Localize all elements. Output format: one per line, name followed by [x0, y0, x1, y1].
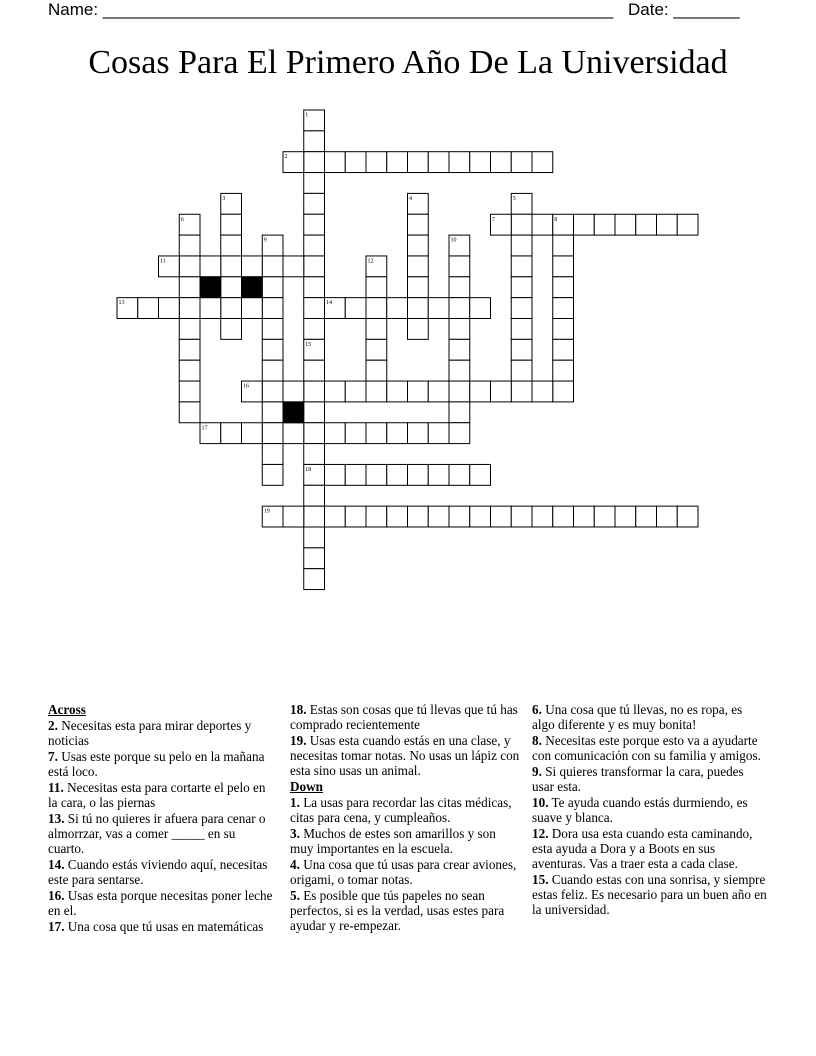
grid-cell[interactable]	[449, 423, 470, 444]
grid-cell[interactable]	[511, 339, 532, 360]
clue-number-3: 3	[222, 195, 226, 202]
grid-cell[interactable]	[304, 193, 325, 214]
clue-number-19: 19	[263, 508, 270, 515]
clue-number-8: 8	[554, 216, 558, 223]
grid-cell[interactable]	[179, 381, 200, 402]
grid-cell[interactable]	[366, 277, 387, 298]
grid-cell[interactable]	[511, 298, 532, 319]
grid-cell[interactable]	[553, 298, 574, 319]
grid-cell[interactable]	[304, 569, 325, 590]
grid-cell[interactable]	[553, 256, 574, 277]
grid-cell[interactable]	[408, 277, 429, 298]
grid-cell[interactable]	[553, 319, 574, 340]
grid-cell[interactable]	[304, 444, 325, 465]
grid-cell[interactable]	[553, 277, 574, 298]
grid-cell[interactable]	[428, 506, 449, 527]
grid-cell[interactable]	[511, 360, 532, 381]
grid-cell[interactable]	[242, 423, 263, 444]
grid-cell[interactable]	[283, 423, 304, 444]
grid-cell[interactable]	[387, 464, 408, 485]
grid-cell[interactable]	[366, 339, 387, 360]
grid-cell[interactable]	[159, 298, 180, 319]
grid-cell[interactable]	[304, 319, 325, 340]
grid-cell[interactable]	[574, 506, 595, 527]
clue-number-2: 2	[284, 154, 288, 161]
grid-cell[interactable]	[304, 298, 325, 319]
grid-cell[interactable]	[179, 319, 200, 340]
grid-cell[interactable]	[304, 402, 325, 423]
grid-cell[interactable]	[262, 360, 283, 381]
grid-cell[interactable]	[325, 381, 346, 402]
grid-cell[interactable]	[511, 235, 532, 256]
grid-cell[interactable]	[574, 214, 595, 235]
grid-cell[interactable]	[449, 360, 470, 381]
grid-cell[interactable]	[532, 214, 553, 235]
grid-cell[interactable]	[408, 464, 429, 485]
grid-cell[interactable]	[325, 152, 346, 173]
clue-column-1	[48, 702, 274, 935]
grid-cell[interactable]	[449, 319, 470, 340]
clue-number-4: 4	[409, 195, 412, 202]
grid-cell[interactable]	[511, 256, 532, 277]
clue-across-11: 11. Necesitas esta para cortarte el pelo en la cara, o las piernas	[48, 780, 266, 810]
grid-cell[interactable]	[408, 381, 429, 402]
grid-cell[interactable]	[304, 360, 325, 381]
grid-cell[interactable]	[594, 506, 615, 527]
grid-cell[interactable]	[304, 381, 325, 402]
clue-column-3	[532, 702, 768, 918]
grid-cell[interactable]	[221, 319, 242, 340]
date-field-label: Date: _______	[628, 0, 740, 19]
black-cell	[200, 277, 221, 298]
grid-cell[interactable]	[179, 256, 200, 277]
grid-cell[interactable]	[138, 298, 159, 319]
grid-cell[interactable]	[221, 423, 242, 444]
grid-cell[interactable]	[449, 464, 470, 485]
grid-cell[interactable]	[387, 506, 408, 527]
grid-cell[interactable]	[387, 152, 408, 173]
clue-number-9: 9	[263, 237, 267, 244]
grid-cell[interactable]	[553, 506, 574, 527]
clue-number-18: 18	[305, 466, 312, 473]
grid-cell[interactable]	[325, 506, 346, 527]
grid-cell[interactable]	[179, 298, 200, 319]
grid-cell[interactable]	[304, 173, 325, 194]
grid-cell[interactable]	[366, 423, 387, 444]
grid-cell[interactable]	[408, 319, 429, 340]
clue-across-14: 14. Cuando estás viviendo aquí, necesitas este para sentarse.	[48, 857, 268, 887]
clue-down-10: 10. Te ayuda cuando estás durmiendo, es suave y blanca.	[532, 795, 748, 825]
grid-cell[interactable]	[449, 277, 470, 298]
grid-cell[interactable]	[345, 506, 366, 527]
grid-cell[interactable]	[179, 402, 200, 423]
grid-cell[interactable]	[408, 506, 429, 527]
clue-number-15: 15	[305, 341, 312, 348]
grid-cell[interactable]	[221, 235, 242, 256]
clue-number-16: 16	[243, 383, 249, 390]
grid-cell[interactable]	[615, 506, 636, 527]
clue-down-5: 5. Es posible que tús papeles no sean perfectos, si es la verdad, usas estes para ayudar y re-empezar.	[290, 888, 505, 933]
grid-cell[interactable]	[242, 256, 263, 277]
grid-cell[interactable]	[449, 256, 470, 277]
grid-cell[interactable]	[304, 548, 325, 569]
grid-cell[interactable]	[511, 152, 532, 173]
grid-cell[interactable]	[262, 444, 283, 465]
grid-cell[interactable]	[428, 464, 449, 485]
grid-cell[interactable]	[304, 152, 325, 173]
grid-cell[interactable]	[449, 402, 470, 423]
grid-cell[interactable]	[221, 256, 242, 277]
grid-cell[interactable]	[366, 381, 387, 402]
clue-down-1: 1. La usas para recordar las citas médicas, citas para cena, y cumpleaños.	[290, 795, 512, 825]
black-cell	[283, 402, 304, 423]
grid-cell[interactable]	[449, 152, 470, 173]
grid-cell[interactable]	[262, 402, 283, 423]
grid-cell[interactable]	[304, 527, 325, 548]
grid-cell[interactable]	[262, 277, 283, 298]
grid-cell[interactable]	[677, 506, 698, 527]
grid-cell[interactable]	[304, 214, 325, 235]
grid-cell[interactable]	[179, 339, 200, 360]
grid-cell[interactable]	[636, 506, 657, 527]
clue-across-2: 2. Necesitas esta para mirar deportes y noticias	[48, 718, 252, 748]
black-cell	[242, 277, 263, 298]
grid-cell[interactable]	[366, 506, 387, 527]
grid-cell[interactable]	[262, 319, 283, 340]
grid-cell[interactable]	[304, 485, 325, 506]
grid-cell[interactable]	[200, 298, 221, 319]
grid-cell[interactable]	[262, 339, 283, 360]
grid-cell[interactable]	[449, 339, 470, 360]
grid-cell[interactable]	[345, 423, 366, 444]
clue-number-10: 10	[450, 237, 457, 244]
grid-cell[interactable]	[304, 277, 325, 298]
grid-cell[interactable]	[470, 152, 491, 173]
grid-cell[interactable]	[283, 256, 304, 277]
grid-cell[interactable]	[387, 423, 408, 444]
grid-cell[interactable]	[428, 298, 449, 319]
grid-cell[interactable]	[262, 423, 283, 444]
clue-number-7: 7	[492, 216, 495, 223]
grid-cell[interactable]	[657, 214, 678, 235]
grid-cell[interactable]	[304, 423, 325, 444]
clue-column-2	[290, 702, 522, 934]
grid-cell[interactable]	[491, 506, 512, 527]
grid-cell[interactable]	[470, 381, 491, 402]
page-title: Cosas Para El Primero Año De La Universidad	[88, 44, 728, 81]
clue-number-13: 13	[118, 300, 125, 307]
grid-cell[interactable]	[677, 214, 698, 235]
grid-cell[interactable]	[325, 464, 346, 485]
grid-cell[interactable]	[449, 506, 470, 527]
grid-cell[interactable]	[304, 506, 325, 527]
clue-down-15: 15. Cuando estas con una sonrisa, y siempre estas feliz. Es necesario para un buen año en la universidad.	[532, 872, 767, 917]
grid-cell[interactable]	[511, 381, 532, 402]
clue-down-9: 9. Si quieres transformar la cara, puedes usar esta.	[532, 764, 744, 794]
grid-cell[interactable]	[366, 152, 387, 173]
grid-cell[interactable]	[221, 214, 242, 235]
grid-cell[interactable]	[366, 464, 387, 485]
clue-down-6: 6. Una cosa que tú llevas, no es ropa, es algo diferente y es muy bonita!	[532, 702, 743, 732]
grid-cell[interactable]	[428, 381, 449, 402]
grid-cell[interactable]	[283, 381, 304, 402]
grid-cell[interactable]	[408, 235, 429, 256]
clue-number-1: 1	[305, 112, 309, 119]
grid-cell[interactable]	[345, 381, 366, 402]
grid-cell[interactable]	[366, 360, 387, 381]
clue-across-16: 16. Usas esta porque necesitas poner leche en el.	[48, 888, 273, 918]
clue-across-13: 13. Si tú no quieres ir afuera para cenar o almorrzar, vas a comer _____ en su cuarto.	[48, 811, 266, 856]
grid-cell[interactable]	[221, 277, 242, 298]
grid-cell[interactable]	[408, 152, 429, 173]
clue-number-14: 14	[326, 300, 332, 307]
grid-cell[interactable]	[366, 298, 387, 319]
grid-cell[interactable]	[262, 256, 283, 277]
grid-cell[interactable]	[179, 360, 200, 381]
clue-across-18: 18. Estas son cosas que tú llevas que tú has comprado recientemente	[290, 702, 518, 732]
grid-cell[interactable]	[470, 298, 491, 319]
grid-cell[interactable]	[553, 381, 574, 402]
grid-cell[interactable]	[491, 381, 512, 402]
grid-cell[interactable]	[283, 506, 304, 527]
grid-cell[interactable]	[408, 214, 429, 235]
grid-cell[interactable]	[345, 152, 366, 173]
clue-number-11: 11	[160, 258, 166, 265]
grid-cell[interactable]	[532, 506, 553, 527]
grid-cell[interactable]	[179, 277, 200, 298]
grid-cell[interactable]	[511, 319, 532, 340]
clue-number-12: 12	[367, 258, 374, 265]
grid-cell[interactable]	[304, 256, 325, 277]
grid-cell[interactable]	[470, 506, 491, 527]
grid-cell[interactable]	[262, 464, 283, 485]
clue-down-12: 12. Dora usa esta cuando esta caminando, esta ayuda a Dora y a Boots en sus aventuras. Vas a traer esta a cada clase.	[532, 826, 753, 871]
grid-cell[interactable]	[449, 381, 470, 402]
down-heading: Down	[290, 779, 323, 794]
grid-cell[interactable]	[657, 506, 678, 527]
grid-cell[interactable]	[449, 298, 470, 319]
grid-cell[interactable]	[594, 214, 615, 235]
clue-across-19: 19. Usas esta cuando estás en una clase, y necesitas tomar notas. No usas un lápiz con esta sino usas un animal.	[290, 733, 520, 778]
grid-cell[interactable]	[511, 214, 532, 235]
grid-cell[interactable]	[325, 423, 346, 444]
grid-cell[interactable]	[408, 298, 429, 319]
grid-cell[interactable]	[532, 381, 553, 402]
grid-cell[interactable]	[553, 360, 574, 381]
clue-down-4: 4. Una cosa que tú usas para crear aviones, origami, o tomar notas.	[290, 857, 517, 887]
grid-cell[interactable]	[511, 277, 532, 298]
grid-cell[interactable]	[387, 381, 408, 402]
name-field-label: Name: ______________________________________________________	[48, 0, 614, 19]
grid-cell[interactable]	[304, 131, 325, 152]
grid-cell[interactable]	[408, 256, 429, 277]
grid-cell[interactable]	[262, 381, 283, 402]
grid-cell[interactable]	[428, 152, 449, 173]
grid-cell[interactable]	[491, 152, 512, 173]
clue-number-5: 5	[512, 195, 516, 202]
grid-cell[interactable]	[345, 298, 366, 319]
clue-across-17: 17. Una cosa que tú usas en matemáticas	[48, 919, 264, 934]
grid-cell[interactable]	[345, 464, 366, 485]
grid-cell[interactable]	[200, 256, 221, 277]
grid-cell[interactable]	[532, 152, 553, 173]
clue-down-3: 3. Muchos de estes son amarillos y son muy importantes en la escuela.	[290, 826, 496, 856]
grid-cell[interactable]	[428, 423, 449, 444]
grid-cell[interactable]	[304, 235, 325, 256]
grid-cell[interactable]	[179, 235, 200, 256]
grid-cell[interactable]	[242, 298, 263, 319]
grid-cell[interactable]	[221, 298, 242, 319]
grid-cell[interactable]	[408, 423, 429, 444]
grid-cell[interactable]	[470, 464, 491, 485]
grid-cell[interactable]	[553, 235, 574, 256]
clue-number-6: 6	[180, 216, 184, 223]
grid-cell[interactable]	[636, 214, 657, 235]
grid-cell[interactable]	[511, 506, 532, 527]
clue-across-7: 7. Usas este porque su pelo en la mañana está loco.	[48, 749, 265, 779]
grid-cell[interactable]	[366, 319, 387, 340]
grid-cell[interactable]	[615, 214, 636, 235]
grid-cell[interactable]	[553, 339, 574, 360]
clue-down-8: 8. Necesitas este porque esto va a ayudarte con comunicación con su familia y amigos.	[532, 733, 761, 763]
clue-number-17: 17	[201, 425, 208, 432]
across-heading: Across	[48, 702, 86, 717]
grid-cell[interactable]	[387, 298, 408, 319]
grid-cell[interactable]	[262, 298, 283, 319]
